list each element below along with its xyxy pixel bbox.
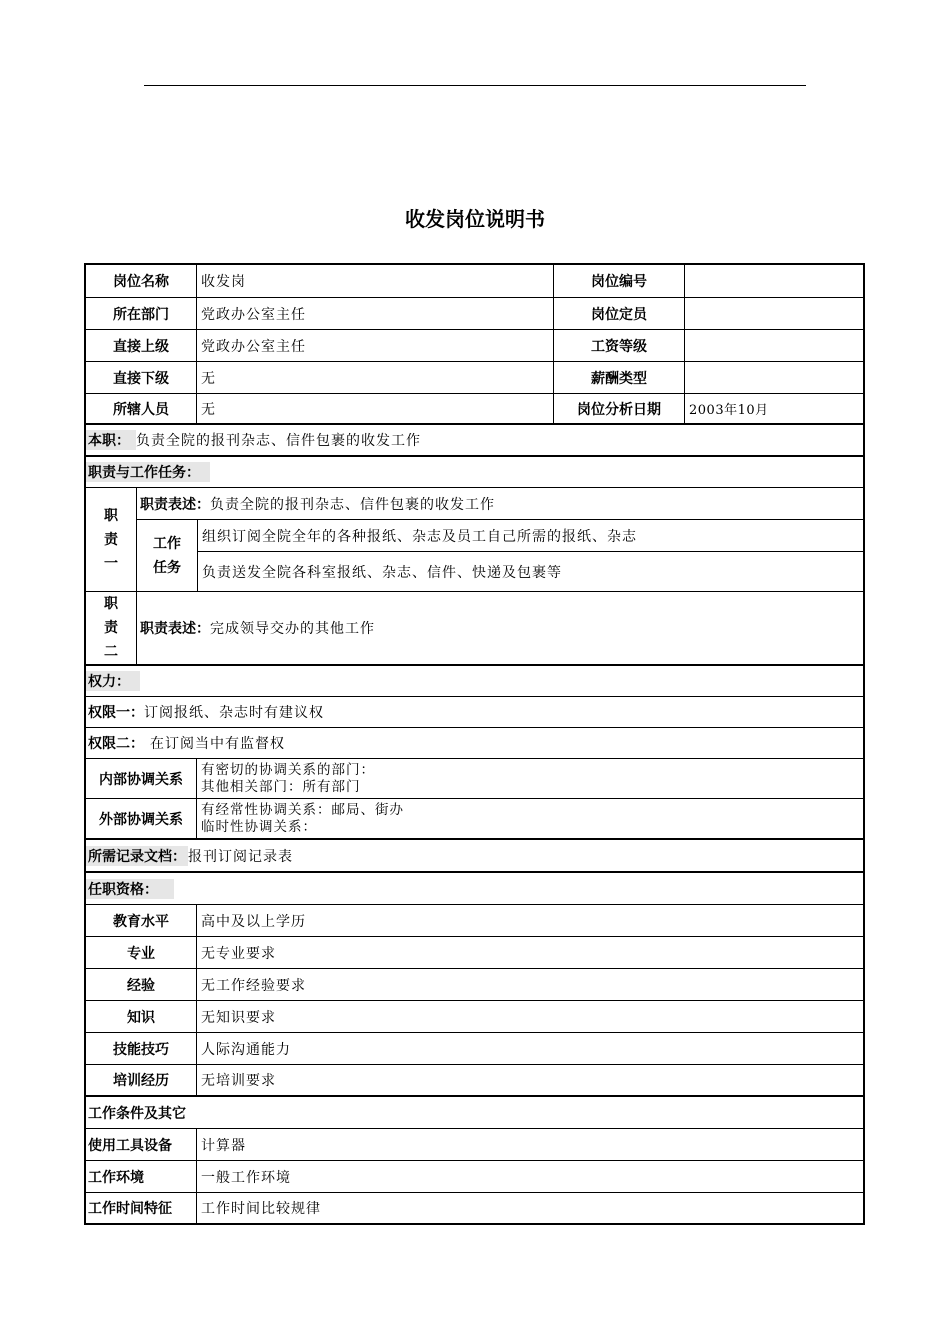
qualification-value: 无专业要求: [196, 937, 863, 968]
coordination-value: 有经常性协调关系：邮局、街办 临时性协调关系：: [196, 799, 863, 838]
duty-statement: 完成领导交办的其他工作: [210, 621, 375, 637]
condition-value: 工作时间比较规律: [196, 1193, 863, 1223]
field-value: 无: [196, 394, 553, 423]
table-row: [86, 265, 863, 297]
condition-value: 计算器: [196, 1129, 863, 1160]
duty-statement-label: 职责表述：: [140, 496, 210, 513]
table-row: [86, 798, 863, 838]
field-value: [684, 330, 863, 361]
records-text: 报刊订阅记录表: [188, 848, 293, 865]
table-row: [86, 1128, 863, 1160]
field-value: [684, 362, 863, 393]
field-label: 工资等级: [553, 330, 684, 361]
table-row: [86, 297, 863, 329]
duty-2-label: 职 责 二: [104, 596, 118, 660]
table-row: [86, 1097, 863, 1128]
table-row: [86, 425, 863, 455]
summary-text: 负责全院的报刊杂志、信件包裹的收发工作: [136, 433, 421, 449]
table-row: [86, 904, 863, 936]
conditions-section: [86, 1095, 863, 1223]
field-label: 直接下级: [113, 370, 169, 387]
field-label: 薪酬类型: [553, 362, 684, 393]
table-row: [86, 393, 863, 423]
analysis-date: 2003年10月: [684, 394, 863, 423]
duty-statement-label: 职责表述：: [140, 621, 210, 637]
summary-label: 本职：: [86, 430, 136, 450]
table-row: [86, 1160, 863, 1192]
qualification-value: 人际沟通能力: [196, 1033, 863, 1064]
task-label: 工作 任务: [153, 535, 181, 576]
condition-value: 一般工作环境: [196, 1161, 863, 1192]
table-row: [86, 1192, 863, 1223]
table-row: [86, 936, 863, 968]
duties-header: 职责与工作任务：: [86, 462, 210, 482]
field-value: [684, 265, 863, 297]
qualifications-header: 任职资格：: [86, 879, 174, 899]
field-value: [684, 298, 863, 329]
condition-label: 工作时间特征: [88, 1201, 172, 1217]
duty-1-block: [86, 487, 863, 591]
authority-label: 权限一：: [88, 705, 144, 721]
table-row: [86, 1064, 863, 1095]
qualification-value: 无知识要求: [196, 1001, 863, 1032]
authority-text: 订阅报纸、杂志时有建议权: [144, 705, 324, 721]
field-value: 无: [196, 362, 553, 393]
field-label: 所在部门: [113, 306, 169, 323]
records-section: [86, 838, 863, 871]
qualification-label: 教育水平: [113, 913, 169, 930]
conditions-header: 工作条件及其它: [88, 1105, 186, 1122]
table-row: [86, 840, 863, 871]
basic-info-section: [86, 265, 863, 423]
qualifications-section: [86, 871, 863, 1095]
qualification-label: 专业: [127, 945, 155, 962]
authority-header: 权力：: [86, 671, 140, 691]
summary-section: [86, 423, 863, 455]
table-row: [86, 361, 863, 393]
qualification-label: 知识: [127, 1009, 155, 1026]
qualification-label: 技能技巧: [113, 1041, 169, 1058]
job-description-table: [84, 263, 865, 1225]
table-row: [86, 758, 863, 798]
records-label: 所需记录文档：: [86, 846, 188, 866]
table-row: [86, 1032, 863, 1064]
table-row: [86, 457, 863, 487]
qualification-label: 经验: [127, 977, 155, 994]
authority-text: 在订阅当中有监督权: [150, 736, 285, 752]
coordination-label: 内部协调关系: [99, 771, 183, 788]
document-title: 收发岗位说明书: [405, 207, 545, 231]
field-value: 党政办公室主任: [196, 298, 553, 329]
duty-1-label: 职 责 一: [104, 507, 118, 572]
table-row: [86, 696, 863, 727]
condition-label: 使用工具设备: [88, 1137, 172, 1154]
table-row: [86, 1000, 863, 1032]
task-item: 负责送发全院各科室报纸、杂志、信件、快递及包裹等: [198, 551, 863, 591]
authority-section: [86, 664, 863, 838]
field-label: 岗位编号: [553, 265, 684, 297]
table-row: [86, 666, 863, 696]
duty-statement: 负责全院的报刊杂志、信件包裹的收发工作: [210, 496, 495, 513]
field-label: 岗位定员: [553, 298, 684, 329]
table-row: [86, 727, 863, 758]
coordination-value: 有密切的协调关系的部门： 其他相关部门：所有部门: [196, 759, 863, 798]
field-label: 岗位分析日期: [553, 394, 684, 423]
field-label: 岗位名称: [113, 274, 169, 290]
qualification-value: 高中及以上学历: [196, 905, 863, 936]
field-label: 直接上级: [113, 338, 169, 355]
header-rule: [144, 85, 806, 86]
qualification-value: 无培训要求: [196, 1065, 863, 1095]
field-value: 党政办公室主任: [196, 330, 553, 361]
task-item: 组织订阅全院全年的各种报纸、杂志及员工自己所需的报纸、杂志: [202, 528, 637, 545]
qualification-label: 培训经历: [113, 1073, 169, 1089]
duties-section: [86, 455, 863, 664]
authority-label: 权限二：: [88, 736, 144, 752]
table-row: [86, 329, 863, 361]
table-row: [86, 968, 863, 1000]
coordination-label: 外部协调关系: [99, 811, 183, 828]
field-label: 所辖人员: [113, 401, 169, 418]
table-row: [86, 873, 863, 904]
field-value: 收发岗: [196, 265, 553, 297]
qualification-value: 无工作经验要求: [196, 969, 863, 1000]
condition-label: 工作环境: [88, 1169, 144, 1186]
duty-2-block: [86, 591, 863, 664]
